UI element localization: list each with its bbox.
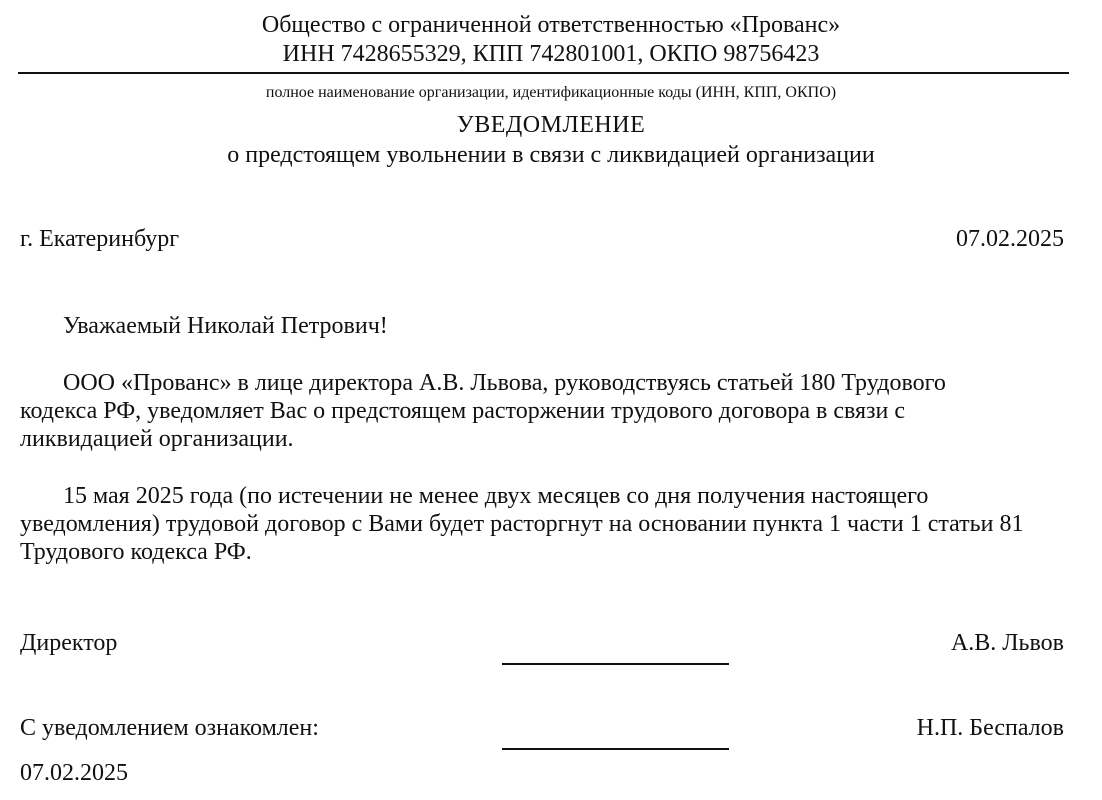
- organization-codes: ИНН 7428655329, КПП 742801001, ОКПО 98756423: [282, 41, 820, 67]
- city: г. Екатеринбург: [20, 226, 180, 252]
- employee-name: Н.П. Беспалов: [916, 715, 1064, 741]
- header-divider: [18, 72, 1069, 74]
- acknowledgement-label: С уведомлением ознакомлен:: [20, 715, 319, 741]
- director-signature-line: [502, 663, 729, 665]
- document-subtitle: о предстоящем увольнении в связи с ликвидацией организации: [227, 142, 875, 168]
- paragraph-liquidation: [20, 369, 1065, 453]
- paragraph-line: уведомления) трудовой договор с Вами будет расторгнут на основании пункта 1 части 1 статьи 81: [20, 511, 1024, 537]
- greeting: Уважаемый Николай Петрович!: [63, 313, 388, 339]
- paragraph-line: кодекса РФ, уведомляет Вас о предстоящем расторжении трудового договора в связи с: [20, 398, 906, 424]
- document-title: УВЕДОМЛЕНИЕ: [456, 112, 646, 138]
- organization-caption: полное наименование организации, идентификационные коды (ИНН, КПП, ОКПО): [265, 84, 837, 101]
- acknowledgement-date: 07.02.2025: [20, 760, 128, 786]
- paragraph-line: ликвидацией организации.: [20, 426, 294, 452]
- organization-name: Общество с ограниченной ответственностью «Прованс»: [261, 12, 841, 38]
- paragraph-line: Трудового кодекса РФ.: [20, 539, 252, 565]
- employee-signature-line: [502, 748, 729, 750]
- director-title: Директор: [20, 630, 118, 656]
- director-name: А.В. Львов: [950, 630, 1064, 656]
- paragraph-termination-date: [20, 482, 1065, 566]
- document-date: 07.02.2025: [956, 226, 1064, 252]
- paragraph-line: ООО «Прованс» в лице директора А.В. Львова, руководствуясь статьей 180 Трудового: [63, 370, 946, 396]
- paragraph-line: 15 мая 2025 года (по истечении не менее двух месяцев со дня получения настоящего: [63, 483, 929, 509]
